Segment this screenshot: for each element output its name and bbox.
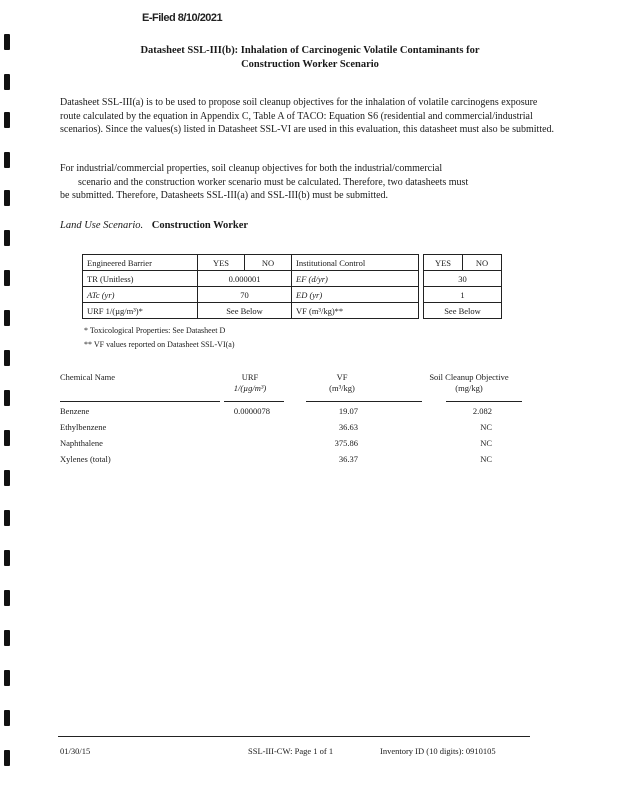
header-rule-urf [224, 401, 284, 402]
table-row [60, 422, 530, 434]
tr-label: TR (Unitless) [83, 271, 198, 287]
binding-mark [4, 350, 10, 366]
binding-mark [4, 310, 10, 326]
header-urf-label: URF [241, 372, 259, 382]
header-urf [220, 372, 280, 394]
binding-mark [4, 152, 10, 168]
header-soil-cleanup-label: Soil Cleanup Objective [429, 372, 509, 382]
binding-mark [4, 710, 10, 726]
barrier-no: NO [245, 255, 292, 271]
header-chemical-name: Chemical Name [60, 372, 115, 382]
urf-value-cell: 0.0000078 [233, 406, 270, 416]
header-vf [312, 372, 372, 394]
binding-mark [4, 430, 10, 446]
table-row [60, 454, 530, 466]
footer-inventory-id: Inventory ID (10 digits): 0910105 [380, 746, 496, 756]
requirement-paragraph [60, 162, 560, 203]
binding-mark [4, 670, 10, 686]
params-row-barrier [83, 255, 502, 271]
parameters-table [82, 254, 502, 319]
chemical-name: Naphthalene [60, 438, 103, 448]
urf-value: See Below [198, 303, 292, 319]
title-line-1: Datasheet SSL-III(b): Inhalation of Carcinogenic Volatile Contaminants for [140, 45, 480, 56]
params-row-tr [83, 271, 502, 287]
footer-date: 01/30/15 [60, 746, 91, 756]
vf-value: See Below [424, 303, 502, 319]
soil-cleanup-value: 2.082 [472, 406, 492, 416]
ic-no: NO [463, 255, 502, 271]
binding-mark [4, 190, 10, 206]
header-soil-cleanup [414, 372, 524, 394]
land-use-value: Construction Worker [151, 220, 249, 231]
binding-mark [4, 74, 10, 90]
footnote-toxicological: * Toxicological Properties: See Datasheet D [84, 326, 226, 335]
soil-cleanup-value: NC [480, 422, 492, 432]
binding-mark [4, 34, 10, 50]
footer-page-number: SSL-III-CW: Page 1 of 1 [248, 746, 334, 756]
requirement-line-1: For industrial/commercial properties, soil cleanup objectives for both the industrial/commercial [60, 163, 443, 174]
binding-mark [4, 750, 10, 766]
vf-value-cell: 36.63 [338, 422, 358, 432]
footnote-vf: ** VF values reported on Datasheet SSL-VI(a) [84, 340, 235, 349]
header-rule-vf [306, 401, 422, 402]
land-use-label: Land Use Scenario. [60, 220, 144, 231]
barrier-yes: YES [198, 255, 245, 271]
binding-mark [4, 510, 10, 526]
header-vf-unit: (m³/kg) [329, 383, 355, 393]
atc-label: ATc (yr) [83, 287, 198, 303]
vf-value-cell: 19.07 [338, 406, 358, 416]
engineered-barrier-label: Engineered Barrier [83, 255, 198, 271]
chemical-name: Xylenes (total) [60, 454, 111, 464]
datasheet-title [60, 44, 560, 72]
binding-mark [4, 630, 10, 646]
vf-label: VF (m³/kg)** [292, 303, 419, 319]
ic-yes: YES [424, 255, 463, 271]
chemical-name: Benzene [60, 406, 90, 416]
params-row-atc [83, 287, 502, 303]
header-vf-label: VF [336, 372, 348, 382]
table-row [60, 406, 530, 418]
ed-value: 1 [424, 287, 502, 303]
binding-mark [4, 550, 10, 566]
tr-value: 0.000001 [198, 271, 292, 287]
intro-paragraph: Datasheet SSL-III(a) is to be used to propose soil cleanup objectives for the inhalation of volatile carcinogens exposure route calculated by the equation in Appendix C, Table A of TACO: Equation S6 (residential and commercial/industrial scenarios). Since the values(s) listed in Datasheet SSL-VI are used in this evaluation, this datasheet must also be submitted. [60, 97, 555, 135]
footer-rule [58, 736, 530, 737]
binding-mark [4, 590, 10, 606]
chemical-name: Ethylbenzene [60, 422, 107, 432]
vf-value-cell: 375.86 [334, 438, 358, 448]
land-use-scenario [60, 220, 248, 231]
header-rule-chemical [60, 401, 220, 402]
atc-value: 70 [198, 287, 292, 303]
ef-value: 30 [424, 271, 502, 287]
header-urf-unit: 1/(µg/m³) [233, 383, 267, 393]
binding-mark [4, 470, 10, 486]
institutional-control-label: Institutional Control [292, 255, 419, 271]
table-row [60, 438, 530, 450]
binding-mark [4, 270, 10, 286]
header-rule-soil-cleanup [446, 401, 522, 402]
soil-cleanup-value: NC [480, 454, 492, 464]
binding-mark [4, 112, 10, 128]
efiled-stamp: E-Filed 8/10/2021 [142, 12, 223, 24]
params-row-urf [83, 303, 502, 319]
requirement-line-2: scenario and the construction worker scenario must be calculated. Therefore, two datasheets must [78, 176, 469, 188]
binding-mark [4, 230, 10, 246]
title-line-2: Construction Worker Scenario [241, 59, 379, 70]
vf-value-cell: 36.37 [338, 454, 358, 464]
soil-cleanup-value: NC [480, 438, 492, 448]
ed-label: ED (yr) [292, 287, 419, 303]
urf-label: URF 1/(µg/m³)* [83, 303, 198, 319]
requirement-line-3: be submitted. Therefore, Datasheets SSL-III(a) and SSL-III(b) must be submitted. [60, 190, 389, 201]
ef-label: EF (d/yr) [292, 271, 419, 287]
header-soil-cleanup-unit: (mg/kg) [455, 383, 483, 393]
binding-mark [4, 390, 10, 406]
